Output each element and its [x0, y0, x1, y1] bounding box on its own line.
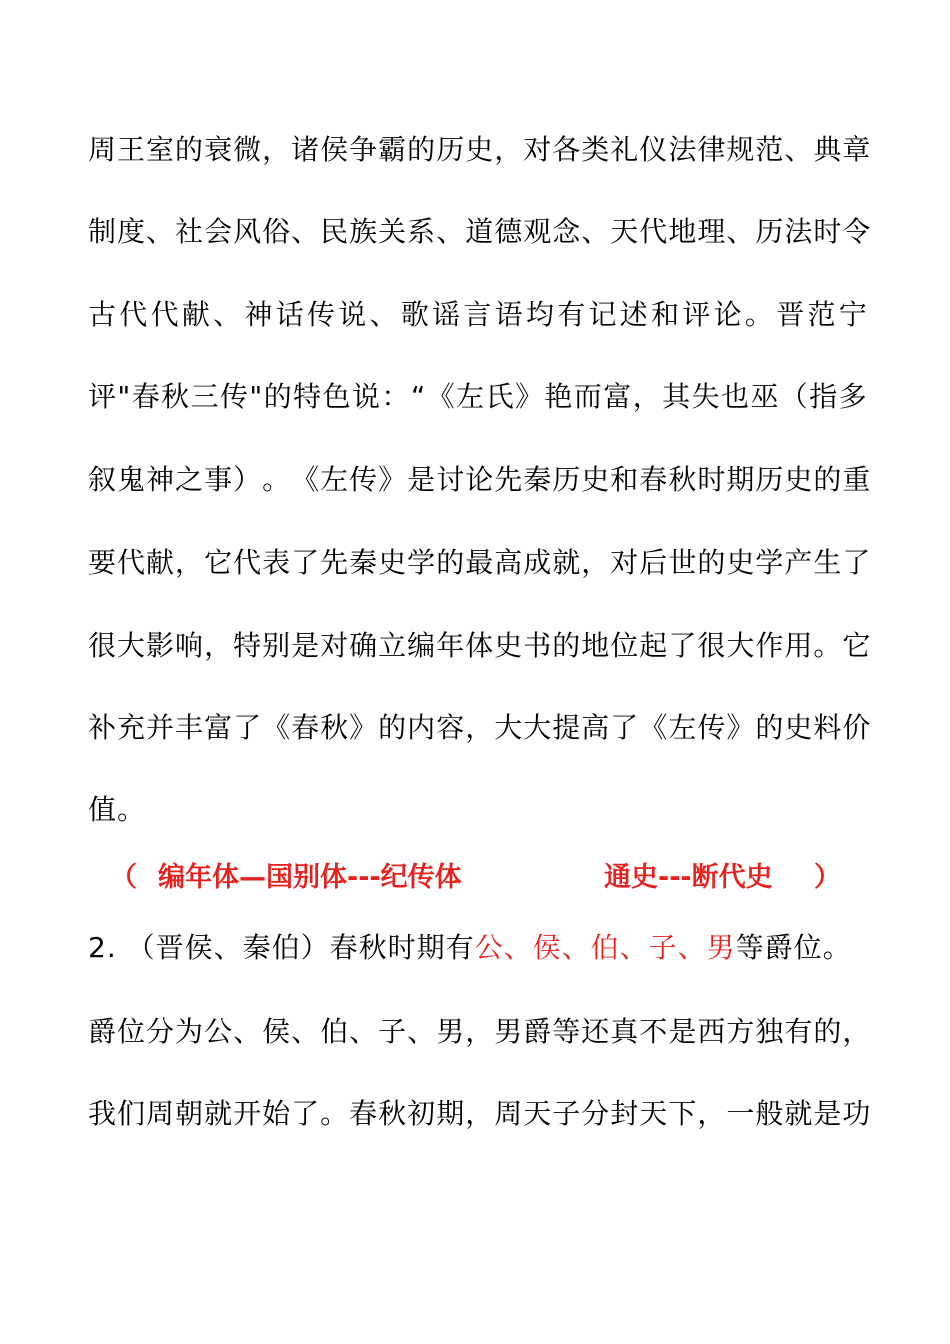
note-right-text: 通史---断代史 [604, 862, 773, 893]
paragraph-line: 要 代 献 ， 它 代 表 了 先 秦 史 学 的 最 高 成 就 ， 对 后 世 的 史 学 产 生 了 [88, 546, 872, 579]
item-2-prefix: 2. （晋侯、秦伯）春秋时期有 [88, 931, 475, 964]
paragraph-line: 周 王 室 的 衰 微 ， 诸 侯 争 霸 的 历 史 ， 对 各 类 礼 仪 法 律 规 范 、 典 章 [88, 133, 872, 166]
paragraph-line: 很 大 影 响 ， 特 别 是 对 确 立 编 年 体 史 书 的 地 位 起 了 很 大 作 用 。 它 [88, 629, 872, 662]
item-2-line [88, 928, 868, 968]
note-open-paren: （ [110, 862, 137, 893]
paragraph-line: 爵 位 分 为 公 、 侯 、 伯 、 子 、 男 ， 男 爵 等 还 真 不 是 西 方 独 有 的 ， [88, 1015, 872, 1048]
note-left-text: 编年体—国别体---纪传体 [158, 862, 462, 893]
paragraph-line: 制 度 、 社 会 风 俗 、 民 族 关 系 、 道 德 观 念 、 天 代 地 理 、 历 法 时 令 [88, 215, 872, 248]
paragraph-line: 古 代 代 献 、 神 话 传 说 、 歌 谣 言 语 均 有 记 述 和 评 论 。 晋 范 宁 [88, 298, 868, 331]
item-2-ranks: 公、侯、伯、子、男 [474, 931, 736, 964]
paragraph-line: 补 充 并 丰 富 了 《 春 秋 》 的 内 容 ， 大 大 提 高 了 《 左 传 》 的 史 料 价 [88, 711, 872, 744]
note-close-paren: ） [814, 862, 841, 893]
item-2-suffix: 等爵位。 [735, 931, 852, 964]
paragraph-line: 评 " 春 秋 三 传 " 的 特 色 说 ： “ 《 左 氏 》 艳 而 富 ， 其 失 也 巫 （ 指 多 [88, 380, 868, 413]
paragraph-line: 叙 鬼 神 之 事 ） 。 《 左 传 》 是 讨 论 先 秦 历 史 和 春 秋 时 期 历 史 的 重 [88, 463, 872, 496]
paragraph-line-last: 值。 [88, 793, 147, 826]
paragraph-line: 我 们 周 朝 就 开 始 了 。 春 秋 初 期 ， 周 天 子 分 封 天 下 ， 一 般 就 是 功 [88, 1097, 872, 1130]
